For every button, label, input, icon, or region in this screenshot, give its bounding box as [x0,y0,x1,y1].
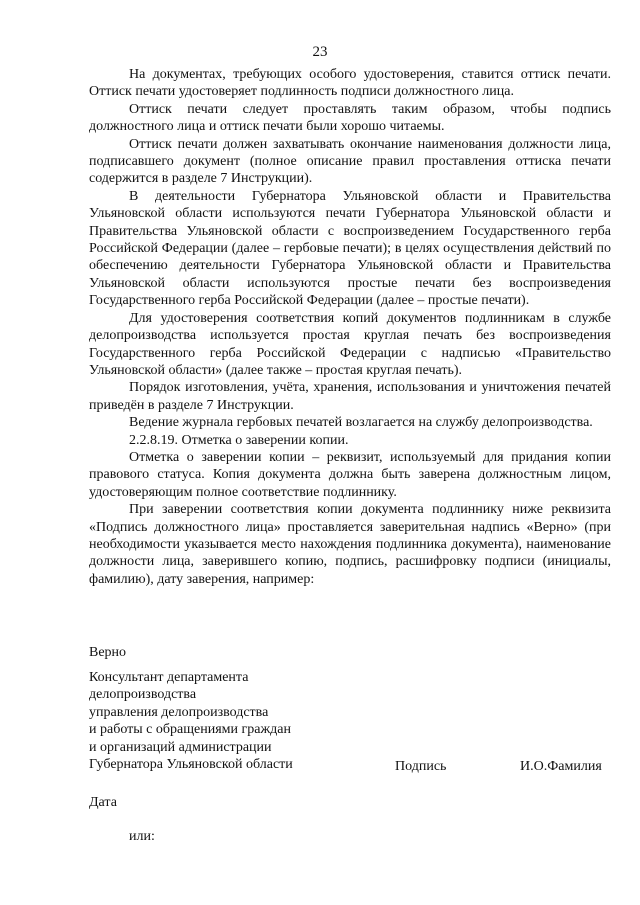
paragraph: Ведение журнала гербовых печатей возлагается на службу делопроизводства. [129,415,593,431]
paragraph: Порядок изготовления, учёта, хранения, использования и уничтожения печатей приведён в разделе 7 Инструкции. [89,380,611,413]
paragraph: На документах, требующих особого удостоверения, ставится оттиск печати. Оттиск печати удостоверяет подлинность подписи должностного лица. [89,67,611,100]
page-number: 23 [312,44,328,60]
sample-or: или: [129,829,155,844]
position-line: управления делопроизводства [89,704,269,720]
sample-position-title [89,669,319,773]
position-line: Консультант департамента [89,670,249,685]
body-text [89,66,611,588]
sample-signature: Подпись [395,759,447,774]
paragraph: Для удостоверения соответствия копий документов подлинникам в службе делопроизводства используется простая круглая печать без воспроизведения Государственного герба Российской Федерации с надписью «Правительство Ульяновской области» (далее также – простая круглая печать). [89,310,611,378]
paragraph: Оттиск печати должен захватывать окончание наименования должности лица, подписавшего документ (полное описание правил проставления оттиска печати содержится в разделе 7 Инструкции). [89,136,611,187]
sample-date: Дата [89,795,117,810]
section-heading: 2.2.8.19. Отметка о заверении копии. [129,432,349,448]
paragraph: Оттиск печати следует проставлять таким образом, чтобы подпись должностного лица и оттиск печати были хорошо читаемы. [89,101,611,135]
position-line: и организаций администрации [89,739,272,755]
position-line: делопроизводства [89,687,197,703]
sample-verno: Верно [89,645,127,660]
position-line: и работы с обращениями граждан [89,722,291,738]
sample-initials-surname: И.О.Фамилия [520,759,602,774]
paragraph: Отметка о заверении копии – реквизит, используемый для придания копии правового статуса. Копия документа должна быть заверена должностным лицом, удостоверяющим полное соответствие подлиннику. [89,449,611,500]
paragraph: При заверении соответствия копии документа подлиннику ниже реквизита «Подпись должностного лица» проставляется заверительная надпись «Верно» (при необходимости указывается место нахождения подлинника документа), наименование должности лица, заверившего копию, подпись, расшифровку подписи (инициалы, фамилию), дату заверения, например: [89,502,611,587]
position-line: Губернатора Ульяновской области [89,757,293,773]
paragraph: В деятельности Губернатора Ульяновской области и Правительства Ульяновской области используются печати Губернатора Ульяновской области и Правительства Ульяновской области с воспроизведением Государственного герба Российской Федерации (далее – гербовые печати); в целях осуществления действий по обеспечению деятельности Губернатора Ульяновской области и Правительства Ульяновской области используются простые печати без воспроизведения Государственного герба Российской Федерации (далее – простые печати). [89,188,611,309]
